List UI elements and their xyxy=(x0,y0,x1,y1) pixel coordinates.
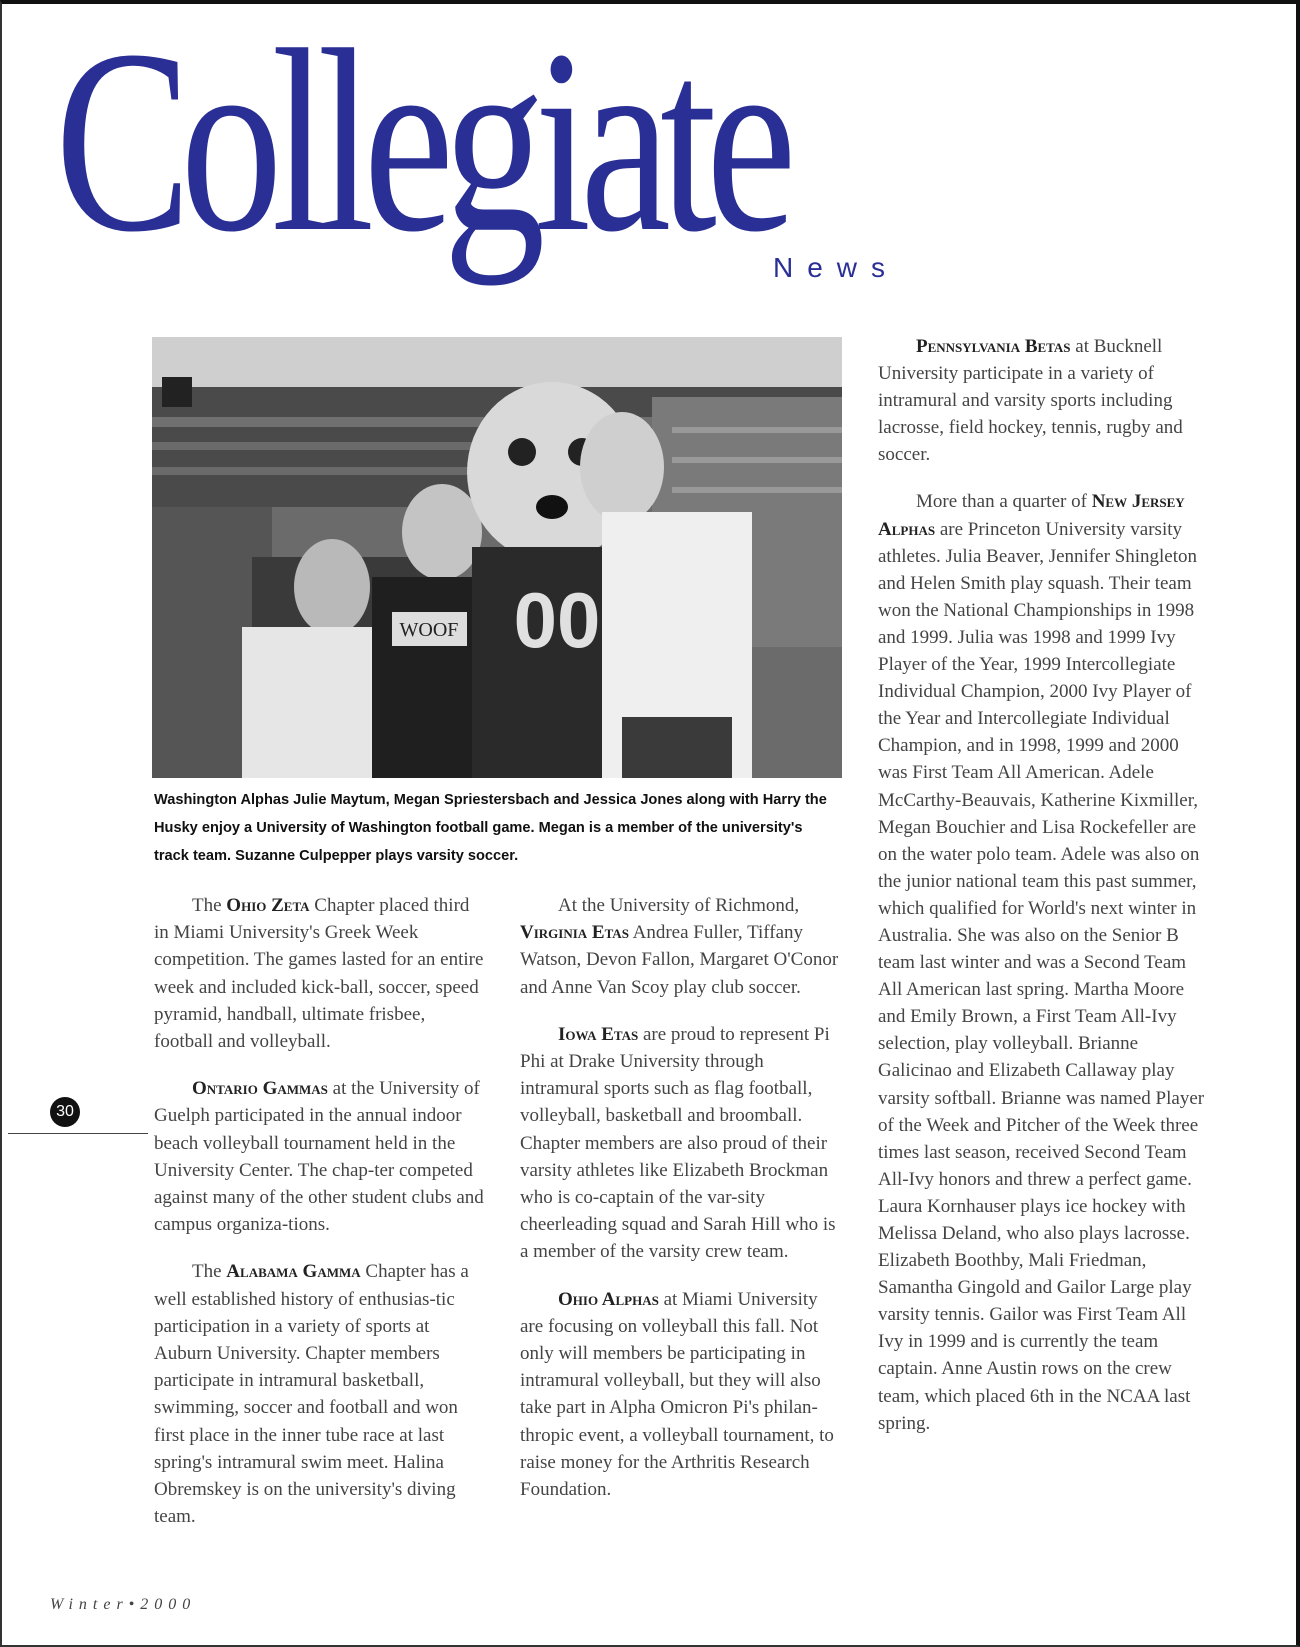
paragraph-text: at the University of Guelph participated in the annual indoor beach volleyball tournament held in the University Center. The chap-ter competed against many of the other student clubs and campus organiza-tions. xyxy=(154,1078,484,1236)
chapter-name: Virginia Etas xyxy=(520,922,629,944)
paragraph-lead: The xyxy=(192,1261,227,1283)
paragraph xyxy=(154,892,488,1055)
paragraph-text: Andrea Fuller, Tiffany Watson, Devon Fallon, Margaret O'Conor and Anne Van Scoy play club soccer. xyxy=(520,922,839,998)
chapter-name: Ohio Zeta xyxy=(226,895,310,916)
paragraph xyxy=(520,1286,840,1504)
chapter-name: Alabama Gamma xyxy=(226,1261,361,1283)
paragraph-text: at Bucknell University participate in a variety of intramural and varsity sports including lacrosse, field hockey, tennis, rugby and soccer. xyxy=(878,336,1183,466)
article-column-1 xyxy=(154,892,488,1550)
paragraph-text: at Miami University are focusing on volleyball this fall. Not only will members be participating in intramural volleyball, but they will also take part in Alpha Omicron Pi's philan-thropic event, a volleyball tournament, to raise money for the Arthritis Research Foundation. xyxy=(520,1288,834,1501)
paragraph-text: Chapter has a well established history of enthusias-tic participation in a variety of sports at Auburn University. Chapter members participate in intramural basketball, swimming, soccer and football and won first place in the inner tube race at last spring's intramural swim meet. Halina Obremskey is on the university's diving team. xyxy=(154,1261,469,1528)
paragraph xyxy=(520,892,840,1001)
paragraph-lead: At the University of Richmond, xyxy=(558,895,800,916)
page-number: 30 xyxy=(50,1097,80,1127)
masthead-title: Collegiate xyxy=(55,0,786,286)
paragraph xyxy=(878,333,1208,468)
paragraph-lead: More than a quarter of xyxy=(916,491,1092,513)
masthead-subtitle: News xyxy=(773,252,900,283)
paragraph xyxy=(154,1075,488,1238)
photo-caption: Washington Alphas Julie Maytum, Megan Spriestersbach and Jessica Jones along with Harry the Husky enjoy a University of Washington football game. Megan is a member of the university's track team. Suzanne Culpepper plays varsity soccer. xyxy=(154,792,827,864)
page-number-rule xyxy=(8,1133,148,1134)
paragraph xyxy=(878,488,1208,1436)
paragraph xyxy=(520,1021,840,1266)
chapter-name: Iowa Etas xyxy=(558,1023,639,1045)
stadium-photo xyxy=(152,337,842,778)
paragraph-text: Chapter placed third in Miami University's Greek Week competition. The games lasted for an entire week and included kick-ball, soccer, speed pyramid, handball, ultimate frisbee, football and volleyball. xyxy=(154,895,484,1053)
chapter-name: New Jersey Alphas xyxy=(878,491,1185,540)
paragraph xyxy=(154,1258,488,1530)
paragraph-lead: The xyxy=(192,895,227,916)
photo xyxy=(152,337,842,778)
paragraph-text: are proud to represent Pi Phi at Drake University through intramural sports such as flag football, volleyball, basketball and broomball. Chapter members are also proud of their varsity athletes like Elizabeth Brockman who is co-captain of the var-sity cheerleading squad and Sarah Hill who is a member of the varsity crew team. xyxy=(520,1023,836,1263)
paragraph-text: are Princeton University varsity athletes. Julia Beaver, Jennifer Shingleton and Helen Smith play squash. Their team won the National Championships in 1998 and 1999. Julia was 1998 and 1999 Ivy Player of the Year, 1999 Intercollegiate Individual Champion, 2000 Ivy Player of the Year and Intercollegiate Individual Champion, and in 1998, 1999 and 2000 was First Team All American. Adele McCarthy-Beauvais, Katherine Kixmiller, Megan Bouchier and Lisa Rockefeller are on the water polo team. Adele was also on the junior national team this past summer, which qualified for World's next winter in Australia. She was also on the Senior B team last winter and was a Second Team All American last spring. Martha Moore and Emily Brown, a First Team All-Ivy selection, play volleyball. Brianne Galicinao and Elizabeth Callaway play varsity softball. Brianne was named Player of the Week and Pitcher of the Week three times last season, received Second Team All-Ivy honors and threw a perfect game. Laura Kornhauser plays ice hockey with Melissa Deland, who also plays lacrosse. Elizabeth Boothby, Mali Friedman, Samantha Gingold and Gailor Large play varsity tennis. Gailor was First Team All Ivy in 1999 and is currently the team captain. Anne Austin rows on the crew team, which placed 6th in the NCAA last spring. xyxy=(878,518,1205,1434)
chapter-name: Ohio Alphas xyxy=(558,1288,659,1310)
chapter-name: Pennsylvania Betas xyxy=(916,336,1071,357)
article-column-2 xyxy=(520,892,840,1523)
issue-footer: Winter•2000 xyxy=(50,1596,197,1613)
mascot-jersey-number: 00 xyxy=(513,576,601,664)
shirt-label: WOOF xyxy=(399,619,459,641)
chapter-name: Ontario Gammas xyxy=(192,1078,328,1100)
article-column-3 xyxy=(878,333,1208,1457)
